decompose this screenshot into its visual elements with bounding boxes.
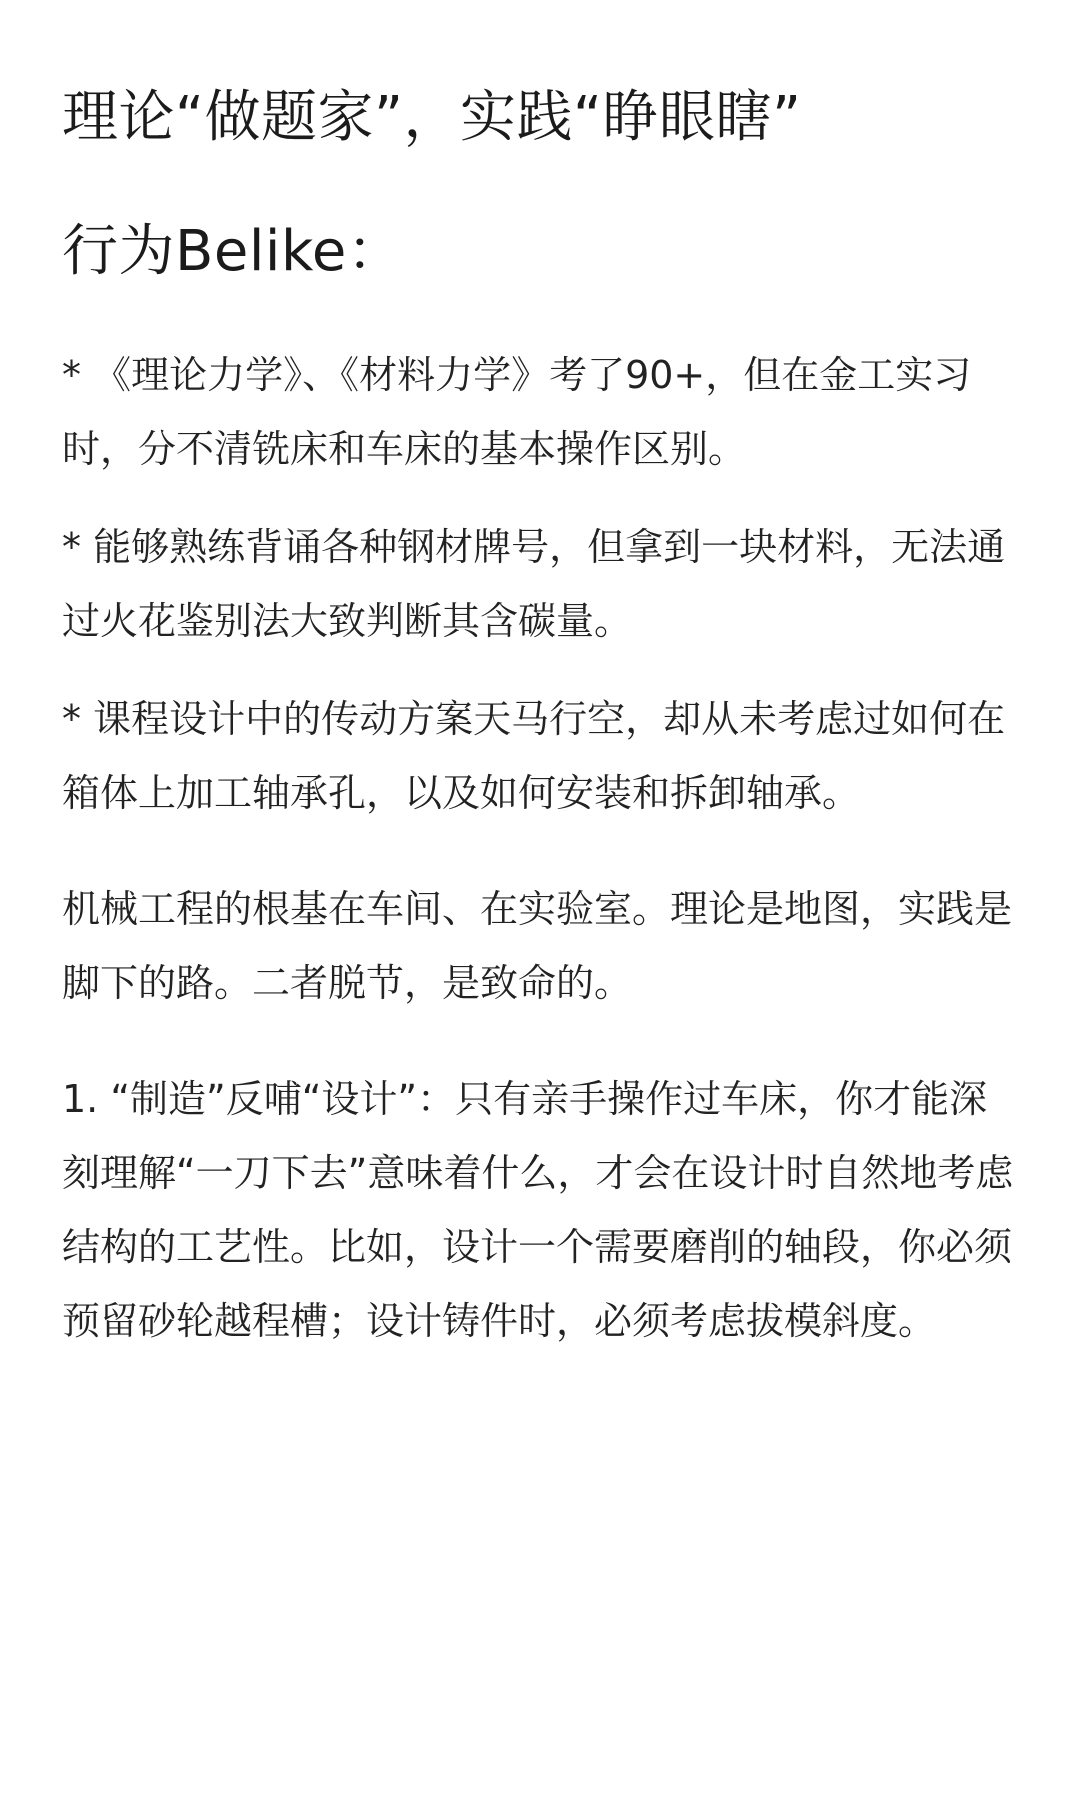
summary-paragraph: 机械工程的根基在车间、在实验室。理论是地图，实践是脚下的路。二者脱节，是致命的。 <box>62 887 1013 1005</box>
title-line-1: 理论“做题家”，实践“睁眼瞎” <box>62 85 802 150</box>
bullet-item-3: * 课程设计中的传动方案天马行空，却从未考虑过如何在箱体上加工轴承孔，以及如何安装和拆卸轴承。 <box>62 697 1006 815</box>
bullet-item-1: * 《理论力学》、《材料力学》考了90+，但在金工实习时，分不清铣床和车床的基本操作区别。 <box>62 353 972 471</box>
title-line-2: 行为Belike： <box>62 219 404 284</box>
bullet-item-2: * 能够熟练背诵各种钢材牌号，但拿到一块材料，无法通过火花鉴别法大致判断其含碳量。 <box>62 525 1006 643</box>
numbered-point-1: 1. “制造”反哺“设计”：只有亲手操作过车床，你才能深刻理解“一刀下去”意味着什么，才会在设计时自然地考虑结构的工艺性。比如，设计一个需要磨削的轴段，你必须预留砂轮越程槽；设计铸件时，必须考虑拔模斜度。 <box>62 1077 1014 1343</box>
